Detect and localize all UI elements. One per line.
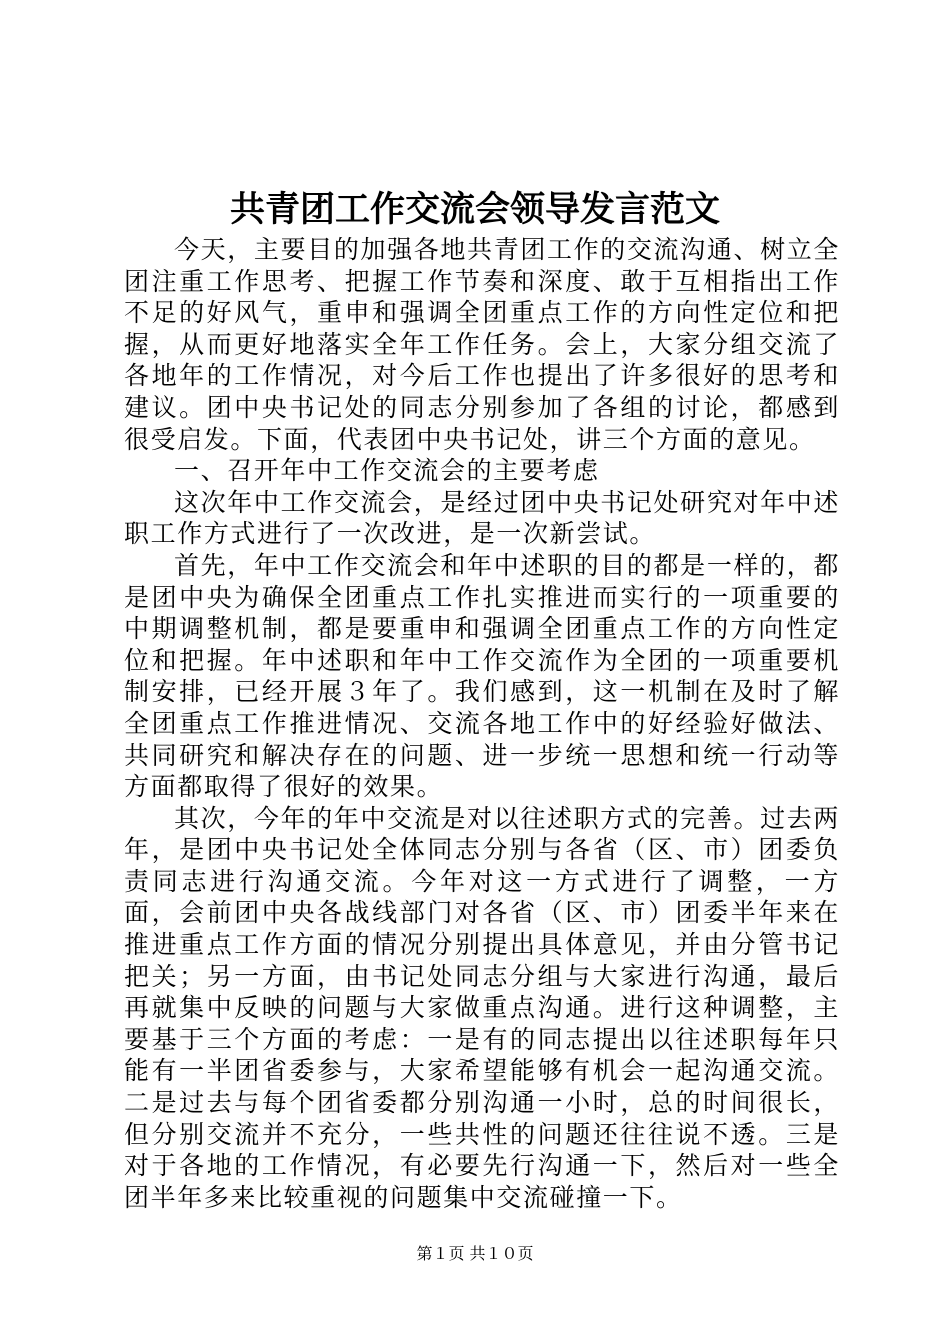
paragraph-first: 首先，年中工作交流会和年中述职的目的都是一样的，都是团中央为确保全团重点工作扎实推进而实行的一项重要的中期调整机制，都是要重申和强调全团重点工作的方向性定位和把握。年中述职和年中工作交流作为全团的一项重要机制安排，已经开展３年了。我们感到，这一机制在及时了解全团重点工作推进情况、交流各地工作中的好经验好做法、共同研究和解决存在的问题、进一步统一思想和统一行动等方面都取得了很好的效果。	[124, 550, 840, 802]
section-heading: 一、召开年中工作交流会的主要考虑	[174, 456, 600, 486]
paragraph-second: 其次，今年的年中交流是对以往述职方式的完善。过去两年，是团中央书记处全体同志分别与各省（区、市）团委负责同志进行沟通交流。今年对这一方式进行了调整，一方面，会前团中央各战线部门对各省（区、市）团委半年来在推进重点工作方面的情况分别提出具体意见，并由分管书记把关；另一方面，由书记处同志分组与大家进行沟通，最后再就集中反映的问题与大家做重点沟通。进行这种调整，主要基于三个方面的考虑：一是有的同志提出以往述职每年只能有一半团省委参与，大家希望能够有机会一起沟通交流。二是过去与每个团省委都分别沟通一小时，总的时间很长，但分别交流并不充分，一些共性的问题还往往说不透。三是对于各地的工作情况，有必要先行沟通一下，然后对一些全团半年多来比较重视的问题集中交流碰撞一下。	[124, 803, 840, 1212]
paragraph-overview: 这次年中工作交流会，是经过团中央书记处研究对年中述职工作方式进行了一次改进，是一次新尝试。	[124, 487, 840, 549]
document-body	[124, 234, 840, 1213]
paragraph-intro: 今天，主要目的加强各地共青团工作的交流沟通、树立全团注重工作思考、把握工作节奏和深度、敢于互相指出工作不足的好风气，重申和强调全团重点工作的方向性定位和把握，从而更好地落实全年工作任务。会上，大家分组交流了各地年的工作情况，对今后工作也提出了许多很好的思考和建议。团中央书记处的同志分别参加了各组的讨论，都感到很受启发。下面，代表团中央书记处，讲三个方面的意见。	[124, 235, 840, 454]
document-title: 共青团工作交流会领导发言范文	[229, 189, 720, 230]
page-number: 第１页 共１０页	[416, 1244, 534, 1263]
